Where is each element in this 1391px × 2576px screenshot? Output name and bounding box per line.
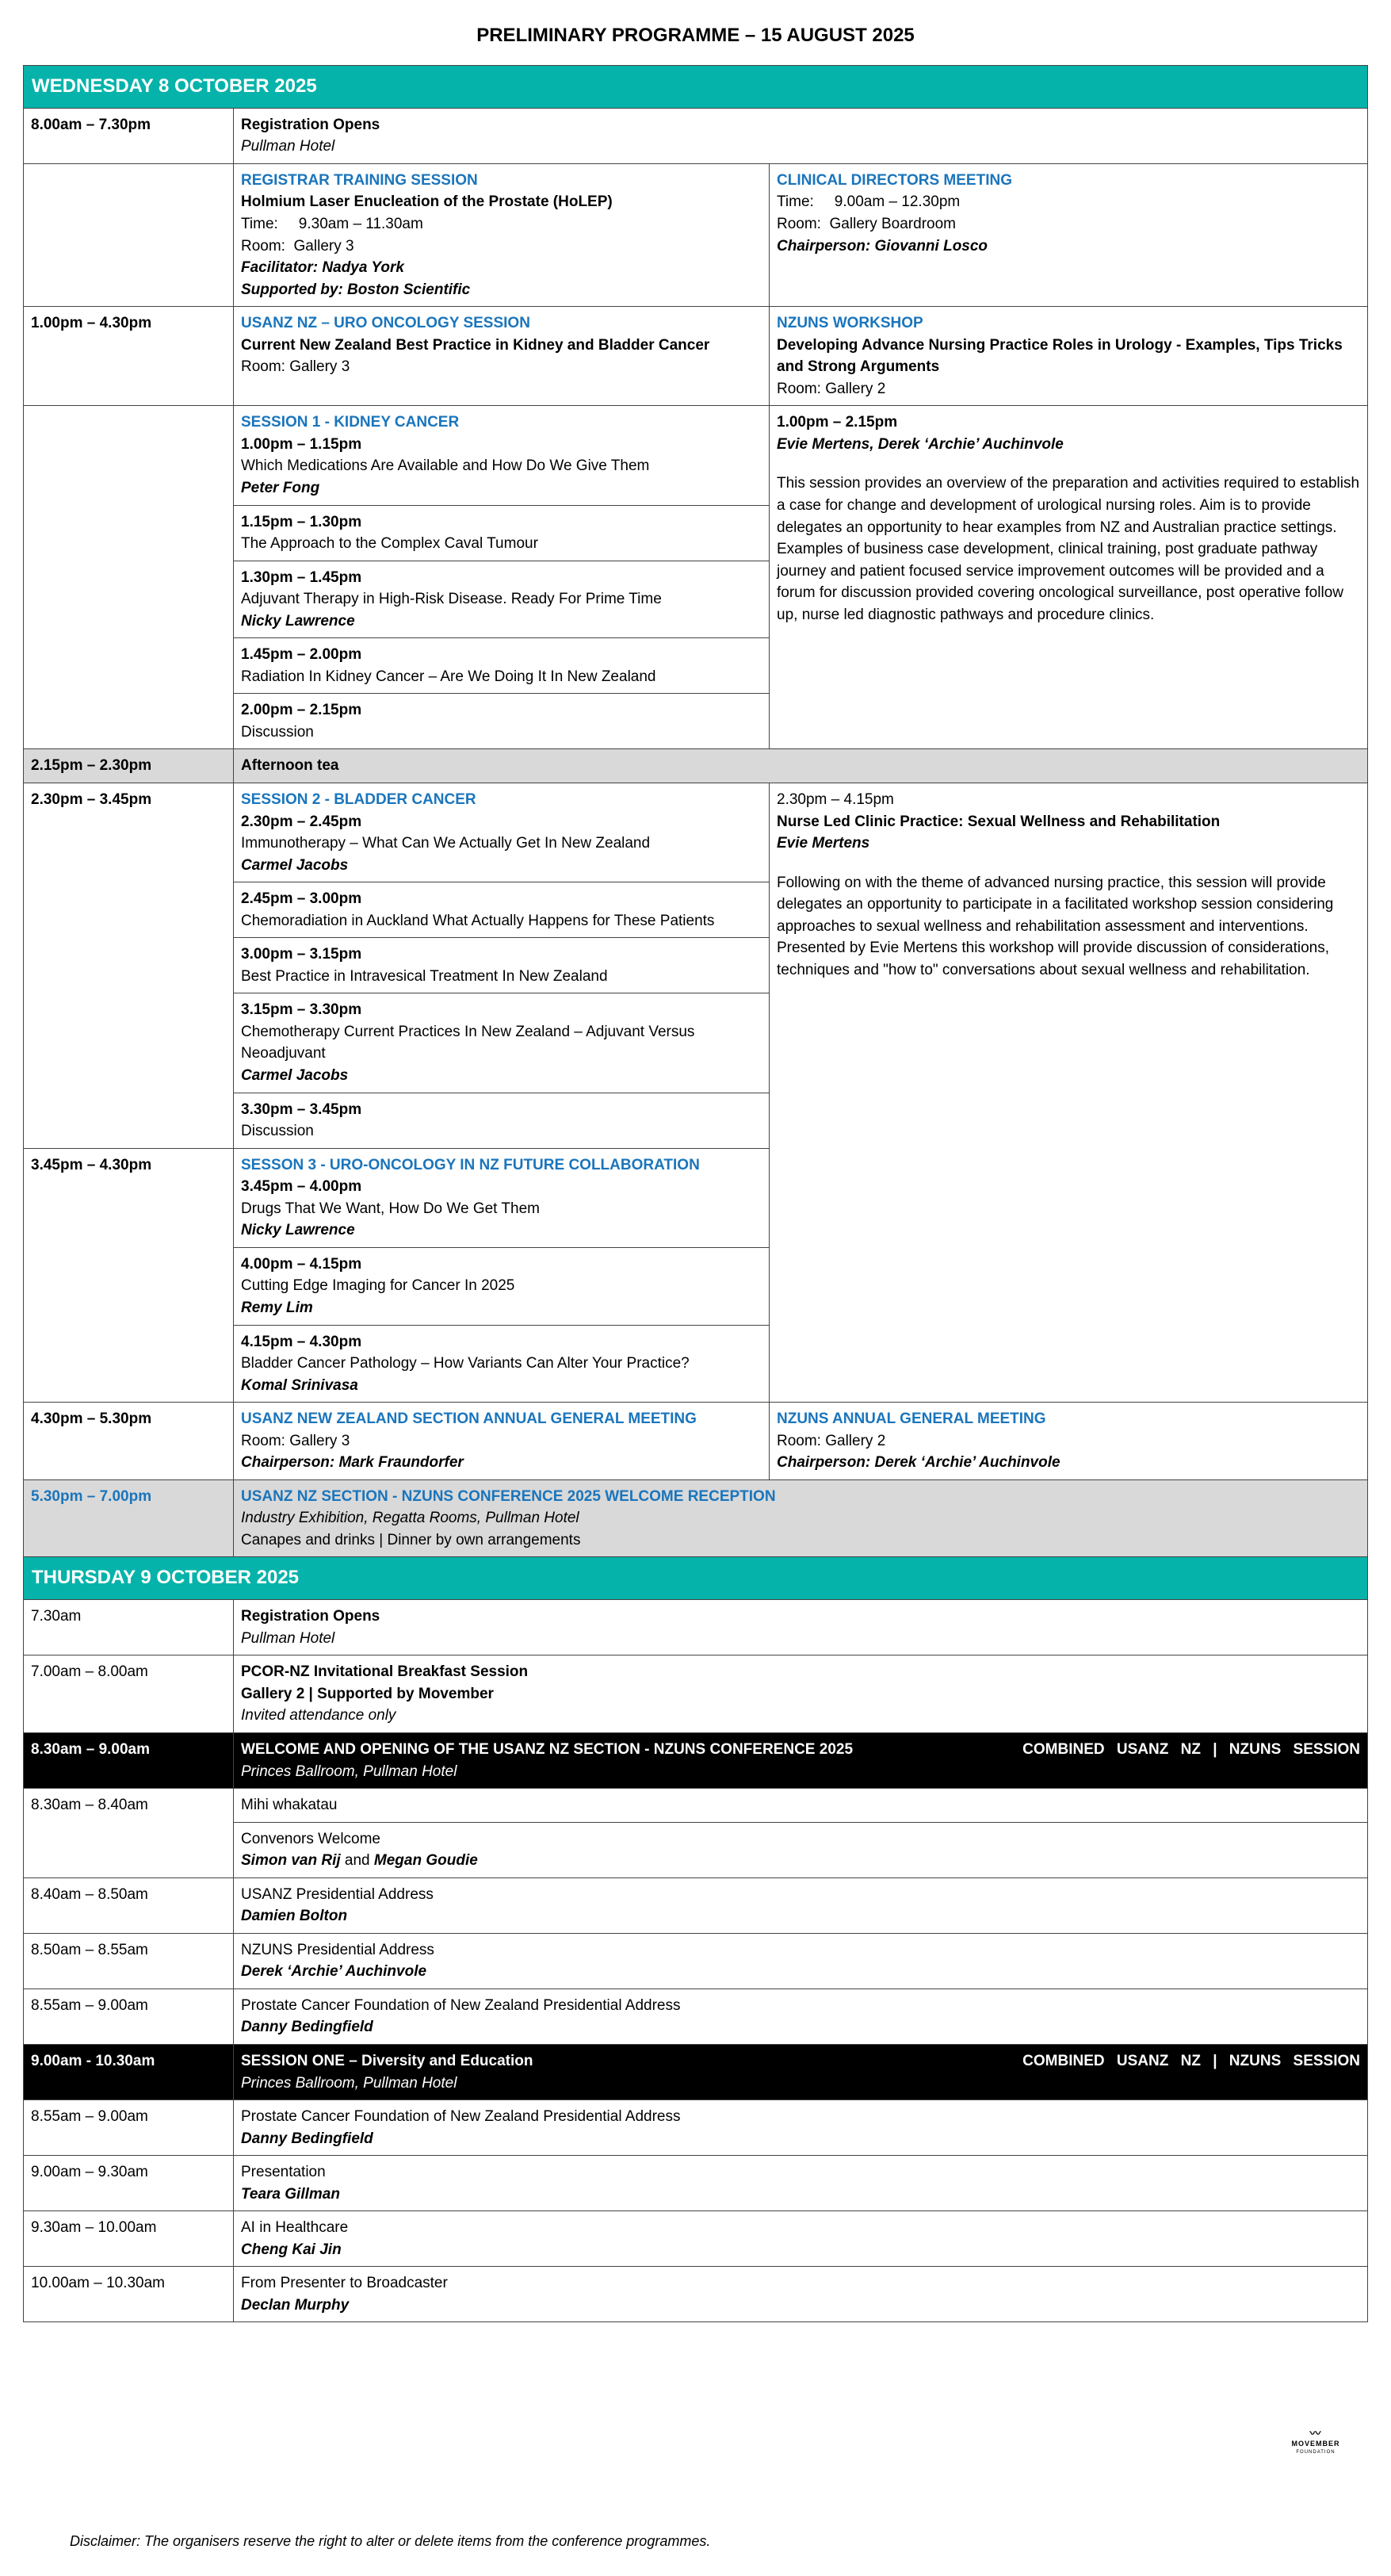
- uro-oncology-session: USANZ NZ – URO ONCOLOGY SESSION Current New Zealand Best Practice in Kidney and Bladder Cancer Room: Gallery 3: [234, 307, 770, 406]
- session-item: 3.15pm – 3.30pm Chemotherapy Current Practices In New Zealand – Adjuvant Versus Neoadjuvant Carmel Jacobs: [234, 993, 770, 1093]
- session-item: 3.00pm – 3.15pm Best Practice in Intravesical Treatment In New Zealand: [234, 938, 770, 993]
- table-row: Convenors Welcome Simon van Rij and Megan Goudie: [24, 1822, 1368, 1877]
- registrar-session: REGISTRAR TRAINING SESSION Holmium Laser Enucleation of the Prostate (HoLEP) Time: 9.30am – 11.30am Room: Gallery 3 Facilitator: Nadya York Supported by: Boston Scientific: [234, 163, 770, 306]
- table-row: 1.00pm – 4.30pm USANZ NZ – URO ONCOLOGY SESSION Current New Zealand Best Practice in Kidney and Bladder Cancer Room: Gallery 3 NZUNS WORKSHOP Developing Advance Nursing Practice Roles in Urology - Examples, Tips Tricks and Strong Arguments Room: Gallery 2: [24, 307, 1368, 406]
- table-row: [24, 406, 1368, 505]
- session-one: COMBINED USANZ NZ | NZUNS SESSION SESSION ONE – Diversity and Education Princes Ballroom, Pullman Hotel: [234, 2044, 1368, 2099]
- registration-place: Pullman Hotel: [241, 138, 335, 155]
- session-item: 4.00pm – 4.15pm Cutting Edge Imaging for Cancer In 2025 Remy Lim: [234, 1247, 770, 1325]
- session-item: SESSON 3 - URO-ONCOLOGY IN NZ FUTURE COLLABORATION 3.45pm – 4.00pm Drugs That We Want, How Do We Get Them Nicky Lawrence: [234, 1148, 770, 1247]
- combined-session-tag: COMBINED USANZ NZ | NZUNS SESSION: [1022, 1740, 1360, 1758]
- table-row: 7.30am Registration Opens Pullman Hotel: [24, 1600, 1368, 1655]
- moustache-icon: 〰: [1309, 2427, 1322, 2440]
- table-row: 9.00am – 9.30am Presentation Teara Gillman: [24, 2156, 1368, 2211]
- day-header-thursday: THURSDAY 9 OCTOBER 2025: [24, 1557, 1368, 1600]
- session-item: 3.30pm – 3.45pm Discussion: [234, 1093, 770, 1148]
- clinical-directors-meeting: CLINICAL DIRECTORS MEETING Time: 9.00am – 12.30pm Room: Gallery Boardroom Chairperson: Giovanni Losco: [770, 163, 1368, 306]
- table-row: 2.30pm – 3.45pm SESSION 2 - BLADDER CANCER 2.30pm – 2.45pm Immunotherapy – What Can We Actually Get In New Zealand Carmel Jacobs 2.30pm – 4.15pm Nurse Led Clinic Practice: Sexual Wellness and Rehabilitation Evie Mertens Following on with the theme of advanced nursing practice, this session will provide delegates an opportunity to participate in a facilitated workshop session considering approaches to sexual wellness and rehabilitation assessment and interventions. Presented by Evie Mertens this workshop will provide discussion of considerations, techniques and "how to" conversations about sexual wellness and rehabilitation.: [24, 783, 1368, 882]
- table-row: 8.55am – 9.00am Prostate Cancer Foundation of New Zealand Presidential Address Danny Bedingfield: [24, 1988, 1368, 2044]
- table-row: [24, 108, 1368, 163]
- table-row: 8.40am – 8.50am USANZ Presidential Address Damien Bolton: [24, 1877, 1368, 1933]
- session-item: 4.15pm – 4.30pm Bladder Cancer Pathology – How Variants Can Alter Your Practice? Komal Srinivasa: [234, 1325, 770, 1403]
- table-row: [24, 163, 1368, 306]
- table-row: 8.55am – 9.00am Prostate Cancer Foundation of New Zealand Presidential Address Danny Bedingfield: [24, 2100, 1368, 2156]
- afternoon-tea: Afternoon tea: [234, 749, 1368, 783]
- disclaimer: Disclaimer: The organisers reserve the right to alter or delete items from the conference programmes.: [70, 2533, 711, 2549]
- table-row: 7.00am – 8.00am PCOR-NZ Invitational Breakfast Session Gallery 2 | Supported by Movember Invited attendance only: [24, 1655, 1368, 1733]
- time-cell: 8.00am – 7.30pm: [24, 108, 234, 163]
- pcor-breakfast: PCOR-NZ Invitational Breakfast Session Gallery 2 | Supported by Movember Invited attendance only: [234, 1655, 1368, 1733]
- session-item: 1.30pm – 1.45pm Adjuvant Therapy in High-Risk Disease. Ready For Prime Time Nicky Lawrence: [234, 561, 770, 638]
- table-row: 8.30am – 9.00am COMBINED USANZ NZ | NZUNS SESSION WELCOME AND OPENING OF THE USANZ NZ SECTION - NZUNS CONFERENCE 2025 Princes Ballroom, Pullman Hotel: [24, 1732, 1368, 1788]
- day-header-wednesday: WEDNESDAY 8 OCTOBER 2025: [24, 66, 1368, 109]
- session-item: 1.45pm – 2.00pm Radiation In Kidney Cancer – Are We Doing It In New Zealand: [234, 638, 770, 694]
- registration-title: Registration Opens: [241, 116, 380, 133]
- nursing-session-2: 2.30pm – 4.15pm Nurse Led Clinic Practice: Sexual Wellness and Rehabilitation Evie Mertens Following on with the theme of advanced nursing practice, this session will provide delegates an opportunity to participate in a facilitated workshop session considering approaches to sexual wellness and rehabilitation assessment and interventions. Presented by Evie Mertens this workshop will provide discussion of considerations, techniques and "how to" conversations about sexual wellness and rehabilitation.: [770, 783, 1368, 1403]
- nzuns-workshop: NZUNS WORKSHOP Developing Advance Nursing Practice Roles in Urology - Examples, Tips Tricks and Strong Arguments Room: Gallery 2: [770, 307, 1368, 406]
- welcome-opening: COMBINED USANZ NZ | NZUNS SESSION WELCOME AND OPENING OF THE USANZ NZ SECTION - NZUNS CONFERENCE 2025 Princes Ballroom, Pullman Hotel: [234, 1732, 1368, 1788]
- table-row: 9.30am – 10.00am AI in Healthcare Cheng Kai Jin: [24, 2211, 1368, 2267]
- programme-table: [23, 65, 1368, 2322]
- usanz-agm: USANZ NEW ZEALAND SECTION ANNUAL GENERAL MEETING Room: Gallery 3 Chairperson: Mark Fraundorfer: [234, 1403, 770, 1480]
- table-row: 3.45pm – 4.30pm SESSON 3 - URO-ONCOLOGY IN NZ FUTURE COLLABORATION 3.45pm – 4.00pm Drugs That We Want, How Do We Get Them Nicky Lawrence: [24, 1148, 1368, 1247]
- movember-logo: 〰 MOVEMBER FOUNDATION: [1284, 2428, 1347, 2456]
- table-row: 8.30am – 8.40am Mihi whakatau: [24, 1789, 1368, 1823]
- table-row: 10.00am – 10.30am From Presenter to Broadcaster Declan Murphy: [24, 2267, 1368, 2322]
- nzuns-agm: NZUNS ANNUAL GENERAL MEETING Room: Gallery 2 Chairperson: Derek ‘Archie’ Auchinvole: [770, 1403, 1368, 1480]
- table-row: 5.30pm – 7.00pm USANZ NZ SECTION - NZUNS CONFERENCE 2025 WELCOME RECEPTION Industry Exhibition, Regatta Rooms, Pullman Hotel Canapes and drinks | Dinner by own arrangements: [24, 1479, 1368, 1557]
- session-item: 2.00pm – 2.15pm Discussion: [234, 694, 770, 749]
- table-row: 9.00am - 10.30am COMBINED USANZ NZ | NZUNS SESSION SESSION ONE – Diversity and Education Princes Ballroom, Pullman Hotel: [24, 2044, 1368, 2099]
- session-item: SESSION 2 - BLADDER CANCER 2.30pm – 2.45pm Immunotherapy – What Can We Actually Get In New Zealand Carmel Jacobs: [234, 783, 770, 882]
- combined-session-tag: COMBINED USANZ NZ | NZUNS SESSION: [1022, 2052, 1360, 2069]
- session-item: 2.45pm – 3.00pm Chemoradiation in Auckland What Actually Happens for These Patients: [234, 882, 770, 938]
- table-row: 8.50am – 8.55am NZUNS Presidential Address Derek ‘Archie’ Auchinvole: [24, 1933, 1368, 1988]
- session-item: 1.15pm – 1.30pm The Approach to the Complex Caval Tumour: [234, 505, 770, 561]
- table-row: 2.15pm – 2.30pm Afternoon tea: [24, 749, 1368, 783]
- session-item: SESSION 1 - KIDNEY CANCER 1.00pm – 1.15pm Which Medications Are Available and How Do We Give Them Peter Fong: [234, 406, 770, 505]
- welcome-reception: USANZ NZ SECTION - NZUNS CONFERENCE 2025 WELCOME RECEPTION Industry Exhibition, Regatta Rooms, Pullman Hotel Canapes and drinks | Dinner by own arrangements: [234, 1479, 1368, 1557]
- nursing-session-1: 1.00pm – 2.15pm Evie Mertens, Derek ‘Archie’ Auchinvole This session provides an overview of the preparation and activities required to establish a case for change and development of urological nursing roles. Aim is to provide delegates an opportunity to hear examples from NZ and Australian practice settings. Examples of business case development, clinical training, post graduate pathway journey and patient focused service improvement outcomes will be provided and a forum for discussion provided covering oncological surveillance, post operative follow up, nurse led diagnostic pathways and procedure clinics.: [770, 406, 1368, 749]
- table-row: 4.30pm – 5.30pm USANZ NEW ZEALAND SECTION ANNUAL GENERAL MEETING Room: Gallery 3 Chairperson: Mark Fraundorfer NZUNS ANNUAL GENERAL MEETING Room: Gallery 2 Chairperson: Derek ‘Archie’ Auchinvole: [24, 1403, 1368, 1480]
- document-title: PRELIMINARY PROGRAMME – 15 AUGUST 2025: [476, 25, 915, 46]
